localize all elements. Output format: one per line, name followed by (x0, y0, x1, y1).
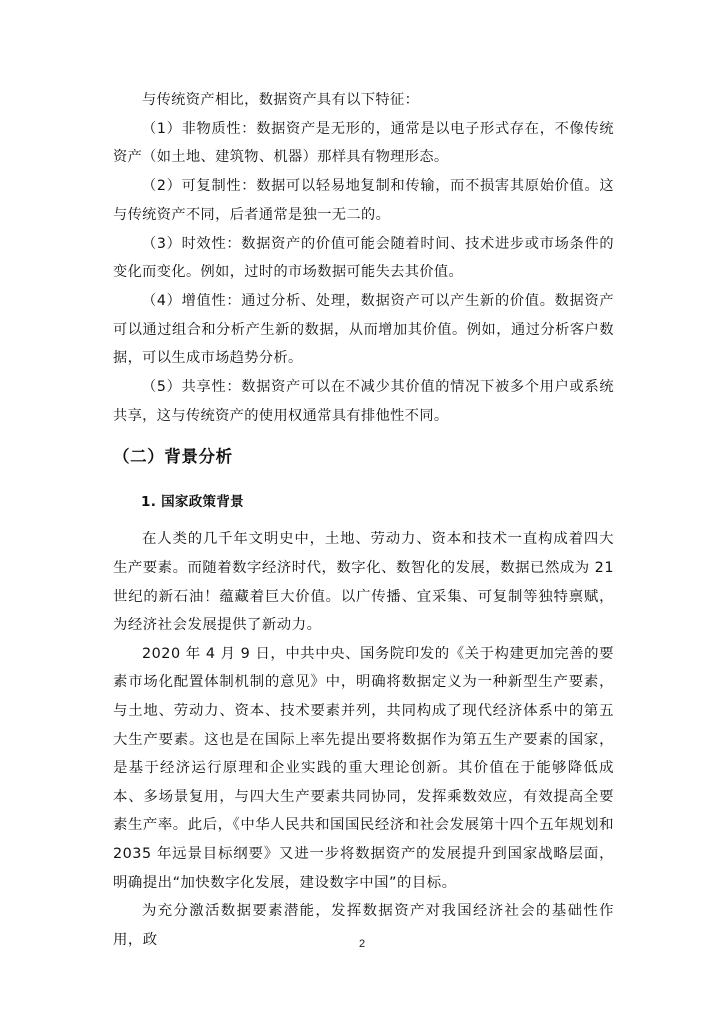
feature-paragraph-4: （4）增值性：通过分析、处理，数据资产可以产生新的价值。数据资产可以通过组合和分析产生新的数据，从而增加其价值。例如，通过分析客户数据，可以生成市场趋势分析。 (113, 292, 614, 367)
intro-paragraph: 与传统资产相比，数据资产具有以下特征： (142, 92, 420, 108)
feature-paragraph-1: （1）非物质性：数据资产是无形的，通常是以电子形式存在，不像传统资产（如土地、建筑物、机器）那样具有物理形态。 (113, 120, 614, 166)
subsection-heading: 1. 国家政策背景 (141, 494, 244, 511)
feature-paragraph-3: （3）时效性：数据资产的价值可能会随着时间、技术进步或市场条件的变化而变化。例如，过时的市场数据可能失去其价值。 (113, 235, 614, 281)
body-paragraph-1: 在人类的几千年文明史中，土地、劳动力、资本和技术一直构成着四大生产要素。而随着数字经济时代，数字化、数智化的发展，数据已然成为 21 世纪的新石油！蕴藏着巨大价值。以广传播、宜采集、可复制等独特禀赋，为经济社会发展提供了新动力。 (113, 531, 614, 634)
body-paragraph-3: 为充分激活数据要素潜能，发挥数据资产对我国经济社会的基础性作用，政 (113, 903, 614, 948)
page-number: 2 (358, 938, 366, 950)
feature-paragraph-5: （5）共享性：数据资产可以在不减少其价值的情况下被多个用户或系统共享，这与传统资产的使用权通常具有排他性不同。 (113, 379, 614, 424)
body-paragraph-2: 2020 年 4 月 9 日，中共中央、国务院印发的《关于构建更加完善的要素市场化配置体制机制的意见》中，明确将数据定义为一种新型生产要素，与土地、劳动力、资本、技术要素并列，共同构成了现代经济体系中的第五大生产要素。这也是在国际上率先提出要将数据作为第五生产要素的国家，是基于经济运行原理和企业实践的重大理论创新。其价值在于能够降低成本、多场景复用，与四大生产要素共同协同，发挥乘数效应，有效提高全要素生产率。此后，《中华人民共和国国民经济和社会发展第十四个五年规划和 2035 年远景目标纲要》又进一步将数据资产的发展提升到国家战略层面，明确提出“加快数字化发展，建设数字中国”的目标。 (113, 645, 614, 891)
document-body (113, 86, 614, 954)
section-heading: （二）背景分析 (113, 447, 233, 467)
feature-paragraph-2: （2）可复制性：数据可以轻易地复制和传输，而不损害其原始价值。这与传统资产不同，后者通常是独一无二的。 (113, 178, 614, 223)
